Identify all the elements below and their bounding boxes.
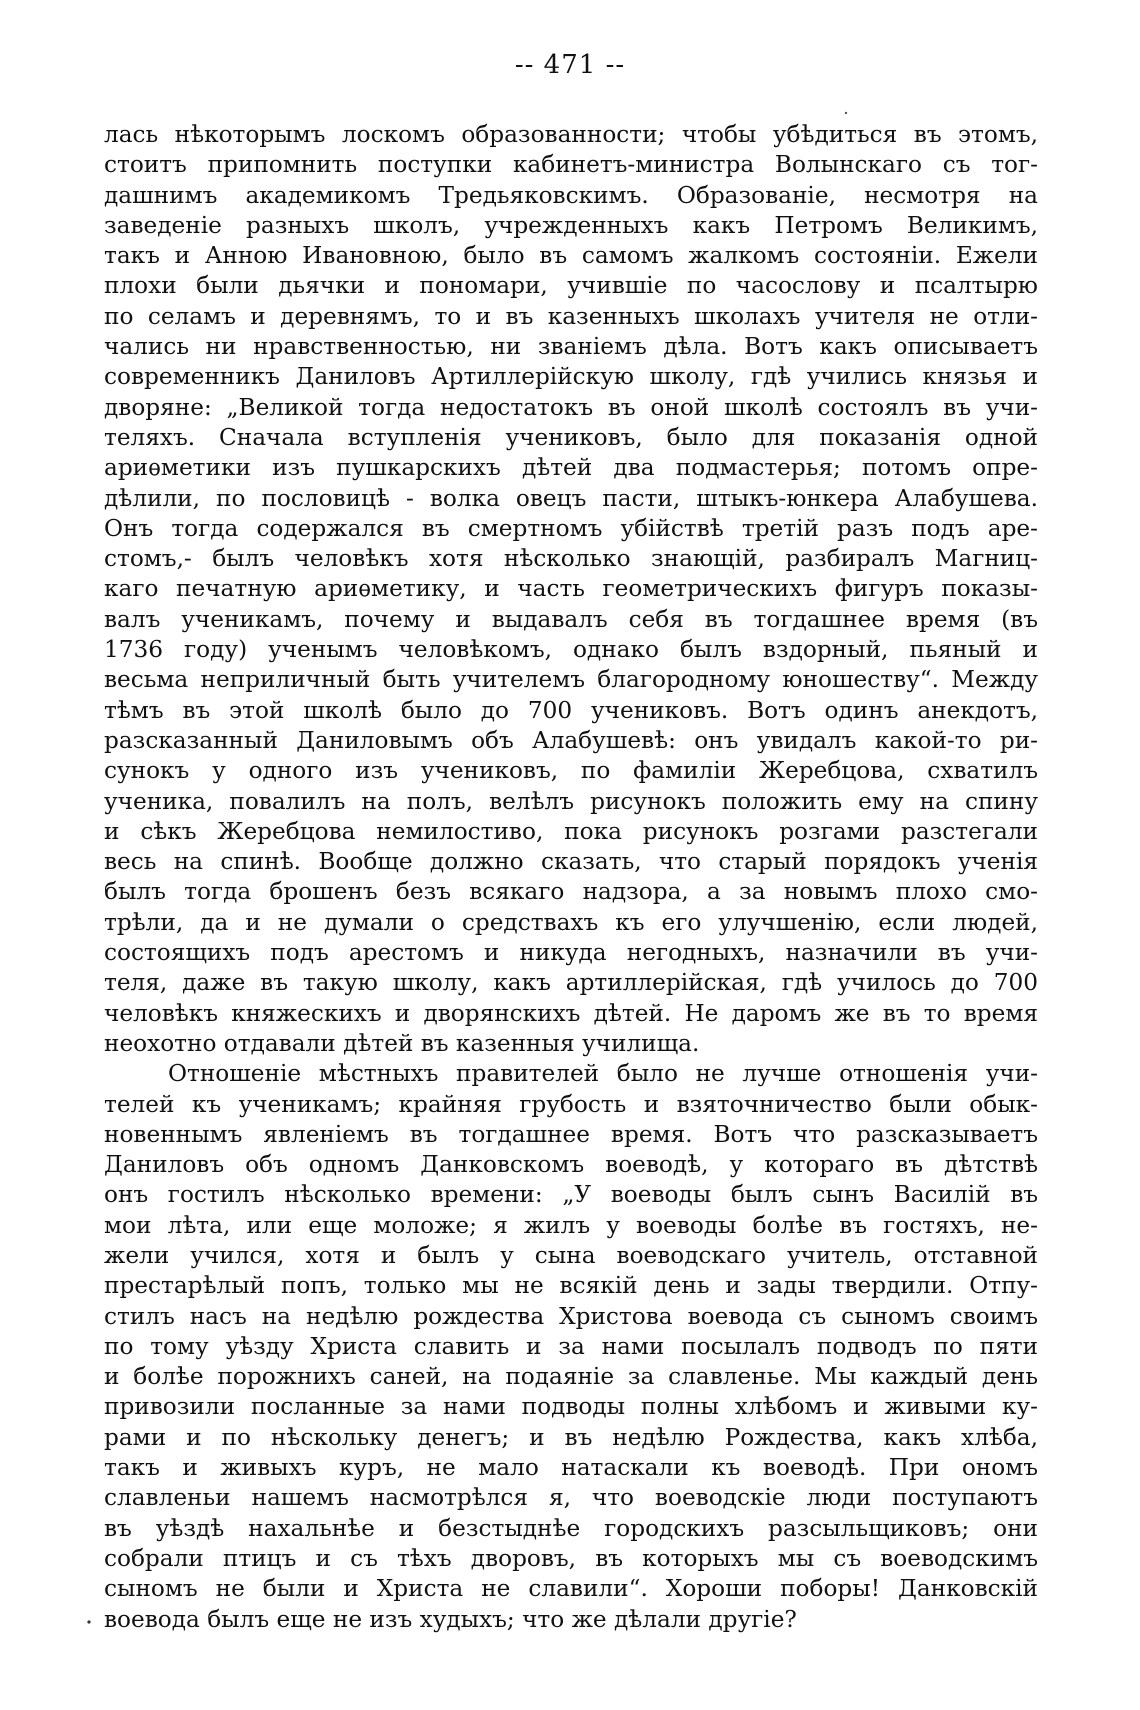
text-line: онъ гостилъ нѣсколько времени: „У воеводы былъ сынъ Василій въ (104, 1181, 1038, 1209)
text-line: новеннымъ явленіемъ въ тогдашнее время. Вотъ что разсказываетъ (104, 1120, 1038, 1148)
text-line: весь на спинѣ. Вообще должно сказать, что старый порядокъ ученія (104, 848, 1038, 876)
text-line: чались ни нравственностью, ни званіемъ дѣла. Вотъ какъ описываетъ (104, 333, 1038, 361)
text-line: неохотно отдавали дѣтей въ казенныя училища. (104, 1029, 700, 1057)
text-line: сунокъ у одного изъ учениковъ, по фамиліи Жеребцова, схватилъ (104, 757, 1038, 785)
text-line: телей къ ученикамъ; крайняя грубость и взяточничество были обык- (104, 1090, 1038, 1118)
text-line: заведеніе разныхъ школъ, учрежденныхъ какъ Петромъ Великимъ, (104, 211, 1038, 239)
text-line: Даниловъ объ одномъ Данковскомъ воеводѣ, у котораго въ дѣтствѣ (104, 1151, 1038, 1179)
text-line: лась нѣкоторымъ лоскомъ образованности; чтобы убѣдиться въ этомъ, (104, 121, 1038, 148)
text-line: стомъ,- былъ человѣкъ хотя нѣсколько знающій, разбиралъ Магниц- (104, 545, 1038, 573)
text-line: трѣли, да и не думали о средствахъ къ его улучшенію, если людей, (104, 908, 1038, 936)
text-line: весьма неприличный быть учителемъ благородному юношеству“. Между (104, 666, 1038, 694)
text-line: стоитъ припомнить поступки кабинетъ-министра Волынскаго съ тог- (104, 151, 1038, 179)
text-line: ариѳметики изъ пушкарскихъ дѣтей два подмастерья; потомъ опре- (104, 454, 1038, 482)
text-line: воевода былъ еще не изъ худыхъ; что же дѣлали другіе? (104, 1605, 797, 1633)
text-line: тѣмъ въ этой школѣ было до 700 учениковъ. Вотъ одинъ анекдотъ, (104, 696, 1038, 724)
text-line: дворяне: „Великой тогда недостатокъ въ оной школѣ состоялъ въ учи- (104, 393, 1038, 421)
paragraph-2 (104, 1059, 1038, 1635)
text-line: такъ и живыхъ куръ, не мало натаскали къ воеводѣ. При ономъ (104, 1454, 1038, 1482)
text-line: и болѣе порожнихъ саней, на подаяніе за славленье. Мы каждый день (104, 1363, 1038, 1391)
text-line: мои лѣта, или еще моложе; я жилъ у воеводы болѣе въ гостяхъ, не- (104, 1211, 1038, 1239)
speck-mark (87, 1620, 90, 1623)
body-text (104, 120, 1038, 1635)
text-line: по селамъ и деревнямъ, то и въ казенныхъ школахъ учителя не отли- (104, 302, 1038, 330)
text-line: славленьи нашемъ насмотрѣлся я, что воеводскіе люди поступаютъ (104, 1484, 1038, 1512)
text-line: плохи были дьячки и пономари, учившіе по часослову и псалтырю (104, 272, 1038, 300)
text-line: по тому уѣзду Христа славить и за нами посылалъ подводъ по пяти (104, 1332, 1038, 1360)
text-line: рами и по нѣскольку денегъ; и въ недѣлю Рождества, какъ хлѣба, (104, 1423, 1038, 1451)
text-line: валъ ученикамъ, почему и выдавалъ себя въ тогдашнее время (въ (104, 605, 1038, 633)
text-line: 1736 году) ученымъ человѣкомъ, однако былъ вздорный, пьяный и (104, 636, 1038, 664)
text-line: Отношеніе мѣстныхъ правителей было не лучше отношенія учи- (168, 1060, 1038, 1088)
text-line: Онъ тогда содержался въ смертномъ убійствѣ третій разъ подъ аре- (104, 514, 1038, 542)
text-line: и сѣкъ Жеребцова немилостиво, пока рисунокъ розгами разстегали (104, 817, 1038, 845)
text-line: въ уѣздѣ нахальнѣе и безстыднѣе городскихъ разсыльщиковъ; они (104, 1514, 1038, 1542)
paragraph-1 (104, 120, 1038, 1059)
text-line: такъ и Анною Ивановною, было въ самомъ жалкомъ состояніи. Ежели (104, 242, 1038, 270)
text-line: теляхъ. Сначала вступленія учениковъ, было для показанія одной (104, 423, 1038, 451)
text-line: каго печатную ариѳметику, и часть геометрическихъ фигуръ показы- (104, 575, 1038, 603)
text-line: жели учился, хотя и былъ у сына воеводскаго учитель, отставной (104, 1241, 1038, 1269)
text-line: дѣлили, по пословицѣ - волка овецъ пасти, штыкъ-юнкера Алабушева. (104, 484, 1038, 512)
text-line: престарѣлый попъ, только мы не всякій день и зады твердили. Отпу- (104, 1272, 1038, 1300)
text-line: дашнимъ академикомъ Тредьяковскимъ. Образованіе, несмотря на (104, 181, 1038, 209)
text-line: человѣкъ княжескихъ и дворянскихъ дѣтей. Не даромъ же въ то время (104, 999, 1038, 1027)
text-line: ученика, повалилъ на полъ, велѣлъ рисунокъ положить ему на спину (104, 787, 1038, 815)
speck-mark (845, 112, 847, 114)
text-line: сыномъ не были и Христа не славили“. Хороши поборы! Данковскій (104, 1575, 1038, 1603)
text-line: собрали птицъ и съ тѣхъ дворовъ, въ которыхъ мы съ воеводскимъ (104, 1544, 1038, 1572)
page-number: -- 471 -- (514, 50, 626, 80)
text-line: былъ тогда брошенъ безъ всякаго надзора, а за новымъ плохо смо- (104, 878, 1038, 906)
text-line: состоящихъ подъ арестомъ и никуда негодныхъ, назначили въ учи- (104, 939, 1038, 967)
text-line: стилъ насъ на недѣлю рождества Христова воевода съ сыномъ своимъ (104, 1302, 1038, 1330)
text-line: теля, даже въ такую школу, какъ артиллерійская, гдѣ училось до 700 (104, 969, 1038, 997)
text-line: привозили посланные за нами подводы полны хлѣбомъ и живыми ку- (104, 1393, 1038, 1421)
text-line: разсказанный Даниловымъ объ Алабушевѣ: онъ увидалъ какой-то ри- (104, 726, 1038, 754)
text-line: современникъ Даниловъ Артиллерійскую школу, гдѣ учились князья и (104, 363, 1038, 391)
